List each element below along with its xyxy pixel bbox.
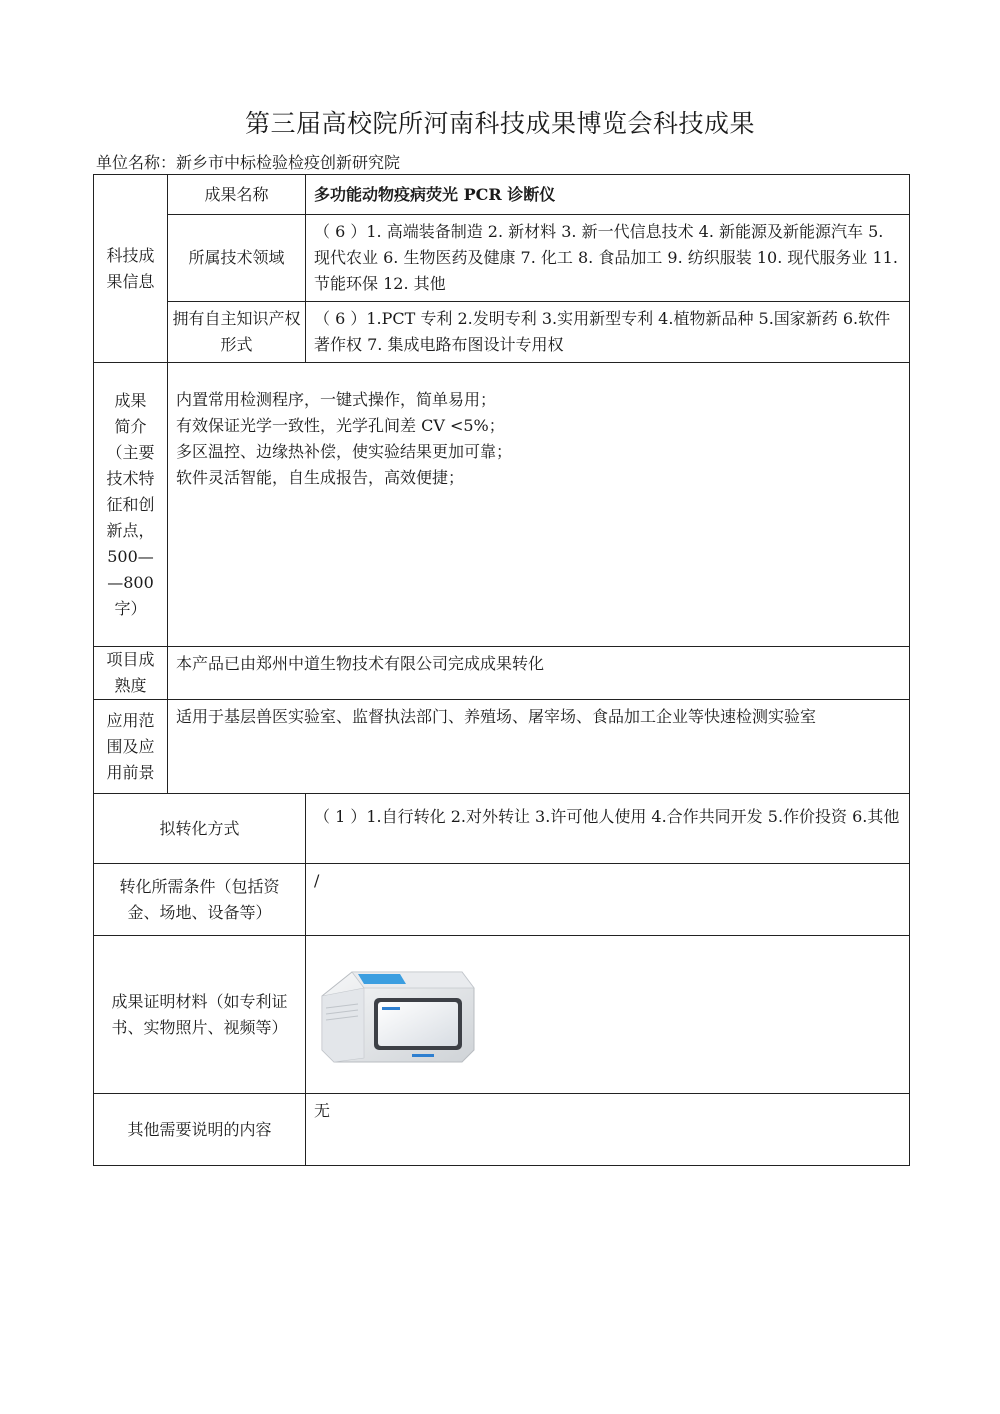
sci-info-group-label: [94, 175, 168, 363]
other-label: 其他需要说明的内容: [94, 1094, 306, 1166]
application-label-text: 应用范 围及应 用前景: [106, 710, 155, 782]
proof-label: [94, 936, 306, 1094]
unit-name: 单位名称：新乡市中标检验检疫创新研究院: [96, 153, 401, 172]
name-label: 成果名称: [168, 175, 306, 215]
sci-info-group-text: 科技成 果信息: [106, 245, 155, 291]
intro-line: 内置常用检测程序，一键式操作，简单易用；: [176, 390, 497, 409]
field-label: 所属技术领域: [168, 215, 306, 302]
field-value: （ 6 ）1. 高端装备制造 2. 新材料 3. 新一代信息技术 4. 新能源及新能源汽车 5. 现代农业 6. 生物医药及健康 7. 化工 8. 食品加工 9. 纺织服装 10. 现代服务业 11. 节能环保 12. 其他: [306, 215, 910, 302]
intro-line: 有效保证光学一致性，光学孔间差 CV <5%；: [176, 416, 505, 435]
achievement-form: [93, 174, 910, 1166]
maturity-label-text: 项目成 熟度: [106, 650, 155, 695]
intro-label: [94, 363, 168, 647]
conditions-label-text: 转化所需条件（包括资 金、场地、设备等）: [119, 876, 280, 922]
page-title: 第三届高校院所河南科技成果博览会科技成果: [244, 109, 755, 138]
other-value: 无: [306, 1094, 910, 1166]
intro-line: 多区温控、边缘热补偿，使实验结果更加可靠；: [176, 442, 513, 461]
ip-label: 拥有自主知识产权形式: [168, 302, 306, 363]
maturity-label: [94, 647, 168, 700]
intro-line: 软件灵活智能，自生成报告，高效便捷；: [176, 468, 465, 487]
intro-label-text: 成果 简介 （主要 技术特 征和创 新点， 500— —800 字）: [106, 390, 155, 618]
name-value: 多功能动物疫病荧光 PCR 诊断仪: [306, 175, 910, 215]
transfer-label: 拟转化方式: [94, 794, 306, 864]
ip-value: （ 6 ）1.PCT 专利 2.发明专利 3.实用新型专利 4.植物新品种 5.国家新药 6.软件著作权 7. 集成电路布图设计专用权: [306, 302, 910, 363]
proof-label-text: 成果证明材料（如专利证 书、实物照片、视频等）: [111, 991, 288, 1037]
conditions-label: [94, 864, 306, 936]
transfer-value: （ 1 ）1.自行转化 2.对外转让 3.许可他人使用 4.合作共同开发 5.作价投资 6.其他: [306, 794, 910, 864]
intro-content: [168, 363, 910, 647]
proof-value: [306, 936, 910, 1094]
application-label: [94, 700, 168, 794]
maturity-value: 本产品已由郑州中道生物技术有限公司完成成果转化: [168, 647, 910, 700]
application-value: 适用于基层兽医实验室、监督执法部门、养殖场、屠宰场、食品加工企业等快速检测实验室: [168, 700, 910, 794]
conditions-value: /: [306, 864, 910, 936]
pcr-instrument-photo-icon: [312, 958, 482, 1070]
